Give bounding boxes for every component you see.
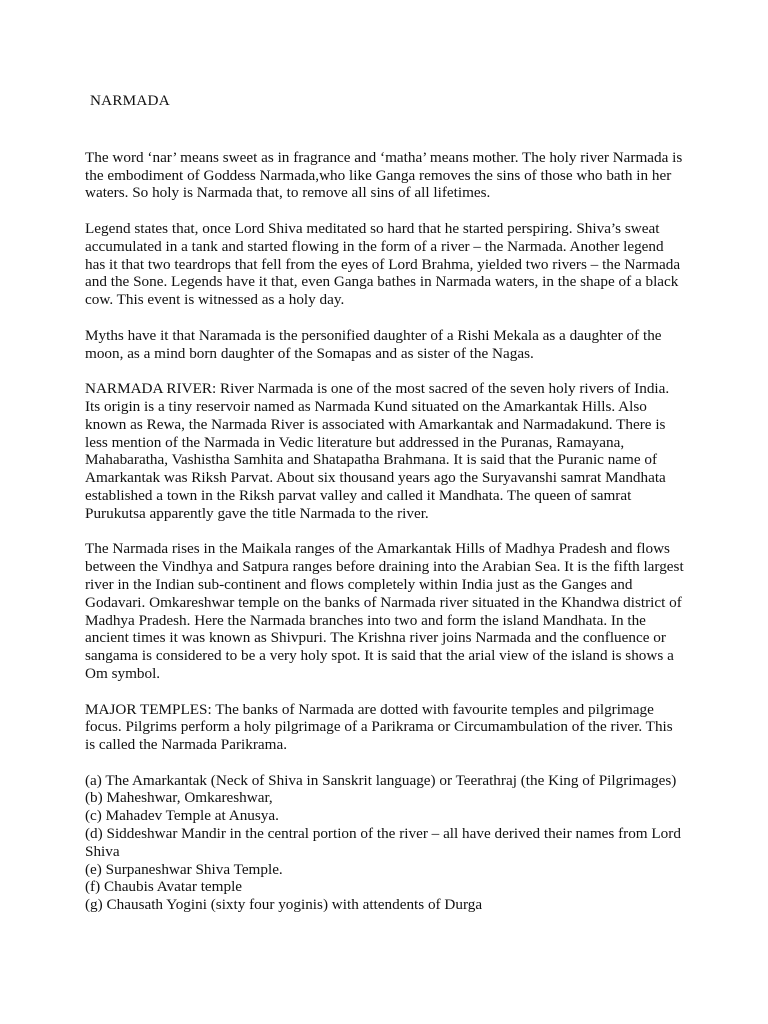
list-item: (e) Surpaneshwar Shiva Temple. [85,860,283,878]
list-item: (a) The Amarkantak (Neck of Shiva in Sanskrit language) or Teerathraj (the King of Pilgrimages) [85,771,677,789]
document-body [85,92,685,914]
paragraph-narmada-river: NARMADA RIVER: River Narmada is one of the most sacred of the seven holy rivers of India. Its origin is a tiny reservoir named as Narmada Kund situated on the Amarkantak Hills. Also known as Rewa, the Narmada River is associated with Amarkantak and Narmadakund. There is less mention of the Narmada in Vedic literature but addressed in the Puranas, Ramayana, Mahabaratha, Vashistha Samhita and Shatapatha Brahmana. It is said that the Puranic name of Amarkantak was Riksh Parvat. About six thousand years ago the Suryavanshi samrat Mandhata established a town in the Riksh parvat valley and called it Mandhata. The queen of samrat Purukutsa apparently gave the title Narmada to the river. [85,380,670,522]
list-item: (d) Siddeshwar Mandir in the central portion of the river – all have derived their names from Lord Shiva [85,825,681,860]
paragraph-myths: Myths have it that Naramada is the personified daughter of a Rishi Mekala as a daughter of the moon, as a mind born daughter of the Somapas and as sister of the Nagas. [85,326,662,362]
paragraph-legend: Legend states that, once Lord Shiva meditated so hard that he started perspiring. Shiva’s sweat accumulated in a tank and started flowing in the form of a river – the Narmada. Another legend has it that two teardrops that fell from the eyes of Lord Brahma, yielded two rivers – the Narmada and the Sone. Legends have it that, even Ganga bathes in Narmada waters, in the shape of a black cow. This event is witnessed as a holy day. [85,219,681,309]
temples-list [85,772,685,914]
list-item: (c) Mahadev Temple at Anusya. [85,807,279,825]
paragraph-geography: The Narmada rises in the Maikala ranges of the Amarkantak Hills of Madhya Pradesh and flows between the Vindhya and Satpura ranges before draining into the Arabian Sea. It is the fifth largest river in the Indian sub-continent and flows completely within India just as the Ganges and Godavari. Omkareshwar temple on the banks of Narmada river situated in the Khandwa district of Madhya Pradesh. Here the Narmada branches into two and form the island Mandhata. In the ancient times it was known as Shivpuri. The Krishna river joins Narmada and the confluence or sangama is considered to be a very holy spot. It is said that the arial view of the island is shows a Om symbol. [85,540,684,682]
list-item: (b) Maheshwar, Omkareshwar, [85,789,273,807]
paragraph-major-temples: MAJOR TEMPLES: The banks of Narmada are dotted with favourite temples and pilgrimage focus. Pilgrims perform a holy pilgrimage of a Parikrama or Circumambulation of the river. This is called the Narmada Parikrama. [85,700,673,754]
paragraph-etymology: The word ‘nar’ means sweet as in fragrance and ‘matha’ means mother. The holy river Narmada is the embodiment of Goddess Narmada,who like Ganga removes the sins of those who bath in her waters. So holy is Narmada that, to remove all sins of all lifetimes. [85,148,683,202]
document-title: NARMADA [90,92,170,109]
list-item: (g) Chausath Yogini (sixty four yoginis) with attendents of Durga [85,896,483,914]
list-item: (f) Chaubis Avatar temple [85,878,243,896]
